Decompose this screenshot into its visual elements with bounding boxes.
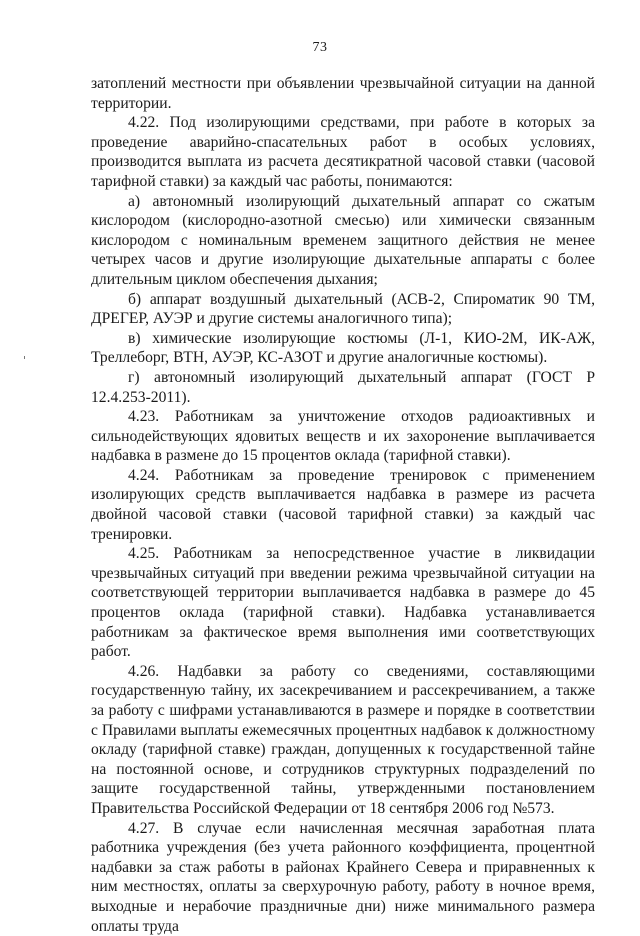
document-body — [91, 74, 595, 936]
paragraph-4-22-g: г) автономный изолирующий дыхательный аппарат (ГОСТ Р 12.4.253-2011). — [91, 368, 595, 406]
paragraph-4-22-b: б) аппарат воздушный дыхательный (АСВ-2, Спироматик 90 ТМ, ДРЕГЕР, АУЭР и другие системы аналогичного типа); — [91, 290, 595, 328]
paragraph-4-22-v: в) химические изолирующие костюмы (Л-1, КИО-2М, ИК-АЖ, Треллеборг, ВТН, АУЭР, КС-АЗОТ и другие аналогичные костюмы). — [91, 329, 595, 367]
paragraph-continuation: затоплений местности при объявлении чрезвычайной ситуации на данной территории. — [91, 75, 595, 112]
paragraph-4-25: 4.25. Работникам за непосредственное участие в ликвидации чрезвычайных ситуаций при введении режима чрезвычайной ситуации на соответствующей территории выплачивается надбавка в размере до 45 процентов оклада (тарифной ставки). Надбавка устанавливается работникам за фактическое время выполнения ими соответствующих работ. — [91, 545, 595, 661]
paragraph-4-23: 4.23. Работникам за уничтожение отходов радиоактивных и сильнодействующих ядовитых веществ и их захоронение выплачивается надбавка в размене до 15 процентов оклада (тарифной ставки). — [91, 408, 595, 465]
paragraph-4-26: 4.26. Надбавки за работу со сведениями, составляющими государственную тайну, их засекречиванием и рассекречиванием, а также за работу с шифрами устанавливаются в размере и порядке в соответствии с Правилами выплаты ежемесячных процентных надбавок к должностному окладу (тарифной ставке) граждан, допущенных к государственной тайне на постоянной основе, и сотрудников структурных подразделений по защите государственной тайны, утвержденными постановлением Правительства Российской Федерации от 18 сентября 2006 год №573. — [91, 662, 595, 817]
paragraph-4-22-a: а) автономный изолирующий дыхательный аппарат со сжатым кислородом (кислородно-азотной смесью) или химически связанным кислородом с номинальным временем защитного действия не менее четырех часов и другие изолирующие дыхательные аппараты с более длительным циклом обеспечения дыхания; — [91, 192, 595, 288]
scan-artifact — [24, 356, 25, 359]
paragraph-4-27: 4.27. В случае если начисленная месячная заработная плата работника учреждения (без учета районного коэффициента, процентной надбавки за стаж работы в районах Крайнего Севера и приравненных к ним местностях, оплаты за сверхурочную работу, работу в ночное время, выходные и нерабочие праздничные дни) ниже минимального размера оплаты труда — [91, 819, 595, 935]
page-number: 73 — [312, 40, 328, 55]
paragraph-4-24: 4.24. Работникам за проведение тренировок с применением изолирующих средств выплачивается надбавка в размере из расчета двойной часовой ставки (часовой тарифной ставки) за каждый час тренировки. — [91, 466, 595, 543]
paragraph-4-22: 4.22. Под изолирующими средствами, при работе в которых за проведение аварийно-спасательных работ в особых условиях, производится выплата из расчета десятикратной часовой ставки (часовой тарифной ставки) за каждый час работы, понимаются: — [91, 114, 595, 190]
